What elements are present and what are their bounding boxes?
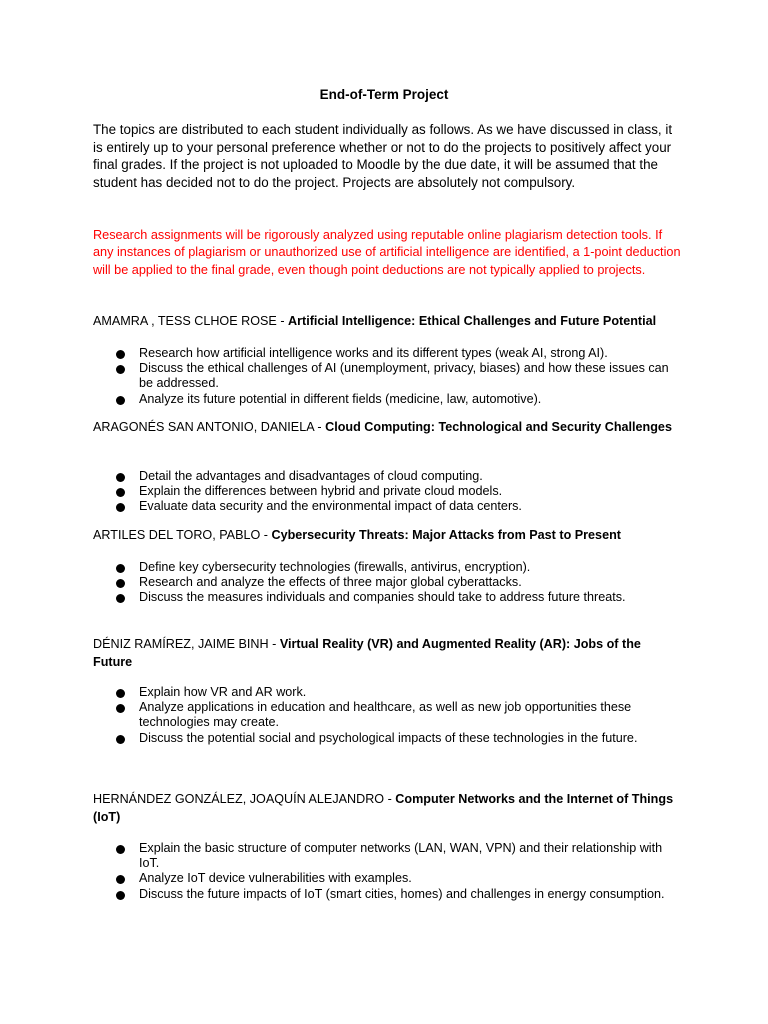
topic-title: Computer Networks and the Internet of Things (IoT) bbox=[93, 792, 674, 824]
list-item: Discuss the future impacts of IoT (smart cities, homes) and challenges in energy consumption. bbox=[114, 887, 684, 902]
assignment-heading bbox=[93, 419, 683, 437]
list-item: Detail the advantages and disadvantages of cloud computing. bbox=[114, 469, 684, 484]
intro-paragraph: The topics are distributed to each student individually as follows. As we have discussed in class, it is entirely up to your personal preference whether or not to do the projects to positively affect your final grades. If the project is not uploaded to Moodle by the due date, it will be assumed that the student has decided not to do the project. Projects are absolutely not compulsory. bbox=[93, 122, 673, 190]
student-name: ARAGONÉS SAN ANTONIO, DANIELA - bbox=[93, 420, 326, 434]
topic-title: Artificial Intelligence: Ethical Challenges and Future Potential bbox=[288, 314, 657, 328]
assignment-heading bbox=[93, 313, 683, 331]
list-item: Discuss the measures individuals and companies should take to address future threats. bbox=[114, 590, 684, 605]
list-item: Discuss the potential social and psychological impacts of these technologies in the future. bbox=[114, 731, 684, 746]
student-name: AMAMRA , TESS CLHOE ROSE - bbox=[93, 314, 289, 328]
list-item: Analyze applications in education and healthcare, as well as new job opportunities these technologies may create. bbox=[114, 700, 684, 730]
student-name: HERNÁNDEZ GONZÁLEZ, JOAQUÍN ALEJANDRO - bbox=[93, 792, 396, 806]
list-item: Analyze its future potential in different fields (medicine, law, automotive). bbox=[114, 392, 684, 407]
list-item: Research how artificial intelligence works and its different types (weak AI, strong AI). bbox=[114, 346, 684, 361]
task-list bbox=[114, 346, 684, 407]
topic-title: Virtual Reality (VR) and Augmented Reality (AR): Jobs of the Future bbox=[93, 637, 641, 669]
assignment-heading bbox=[93, 636, 683, 671]
student-name: DÉNIZ RAMÍREZ, JAIME BINH - bbox=[93, 637, 280, 651]
plagiarism-warning: Research assignments will be rigorously analyzed using reputable online plagiarism detection tools. If any instances of plagiarism or unauthorized use of artificial intelligence are identified, a 1-point deduction will be applied to the final grade, even though point deductions are not typically applied to projects. bbox=[93, 228, 681, 277]
topic-title: Cloud Computing: Technological and Security Challenges bbox=[325, 420, 672, 434]
list-item: Explain the basic structure of computer networks (LAN, WAN, VPN) and their relationship with IoT. bbox=[114, 841, 684, 871]
document-title: End-of-Term Project bbox=[319, 87, 449, 102]
list-item: Explain the differences between hybrid and private cloud models. bbox=[114, 484, 684, 499]
list-item: Discuss the ethical challenges of AI (unemployment, privacy, biases) and how these issues can be addressed. bbox=[114, 361, 684, 391]
task-list bbox=[114, 841, 684, 902]
assignment-heading bbox=[93, 791, 683, 826]
list-item: Analyze IoT device vulnerabilities with examples. bbox=[114, 871, 684, 886]
task-list bbox=[114, 469, 684, 515]
task-list bbox=[114, 560, 684, 606]
assignment-heading bbox=[93, 527, 683, 545]
list-item: Research and analyze the effects of three major global cyberattacks. bbox=[114, 575, 684, 590]
student-name: ARTILES DEL TORO, PABLO - bbox=[93, 528, 272, 542]
list-item: Explain how VR and AR work. bbox=[114, 685, 684, 700]
list-item: Define key cybersecurity technologies (firewalls, antivirus, encryption). bbox=[114, 560, 684, 575]
topic-title: Cybersecurity Threats: Major Attacks from Past to Present bbox=[271, 528, 621, 542]
task-list bbox=[114, 685, 684, 746]
list-item: Evaluate data security and the environmental impact of data centers. bbox=[114, 499, 684, 514]
